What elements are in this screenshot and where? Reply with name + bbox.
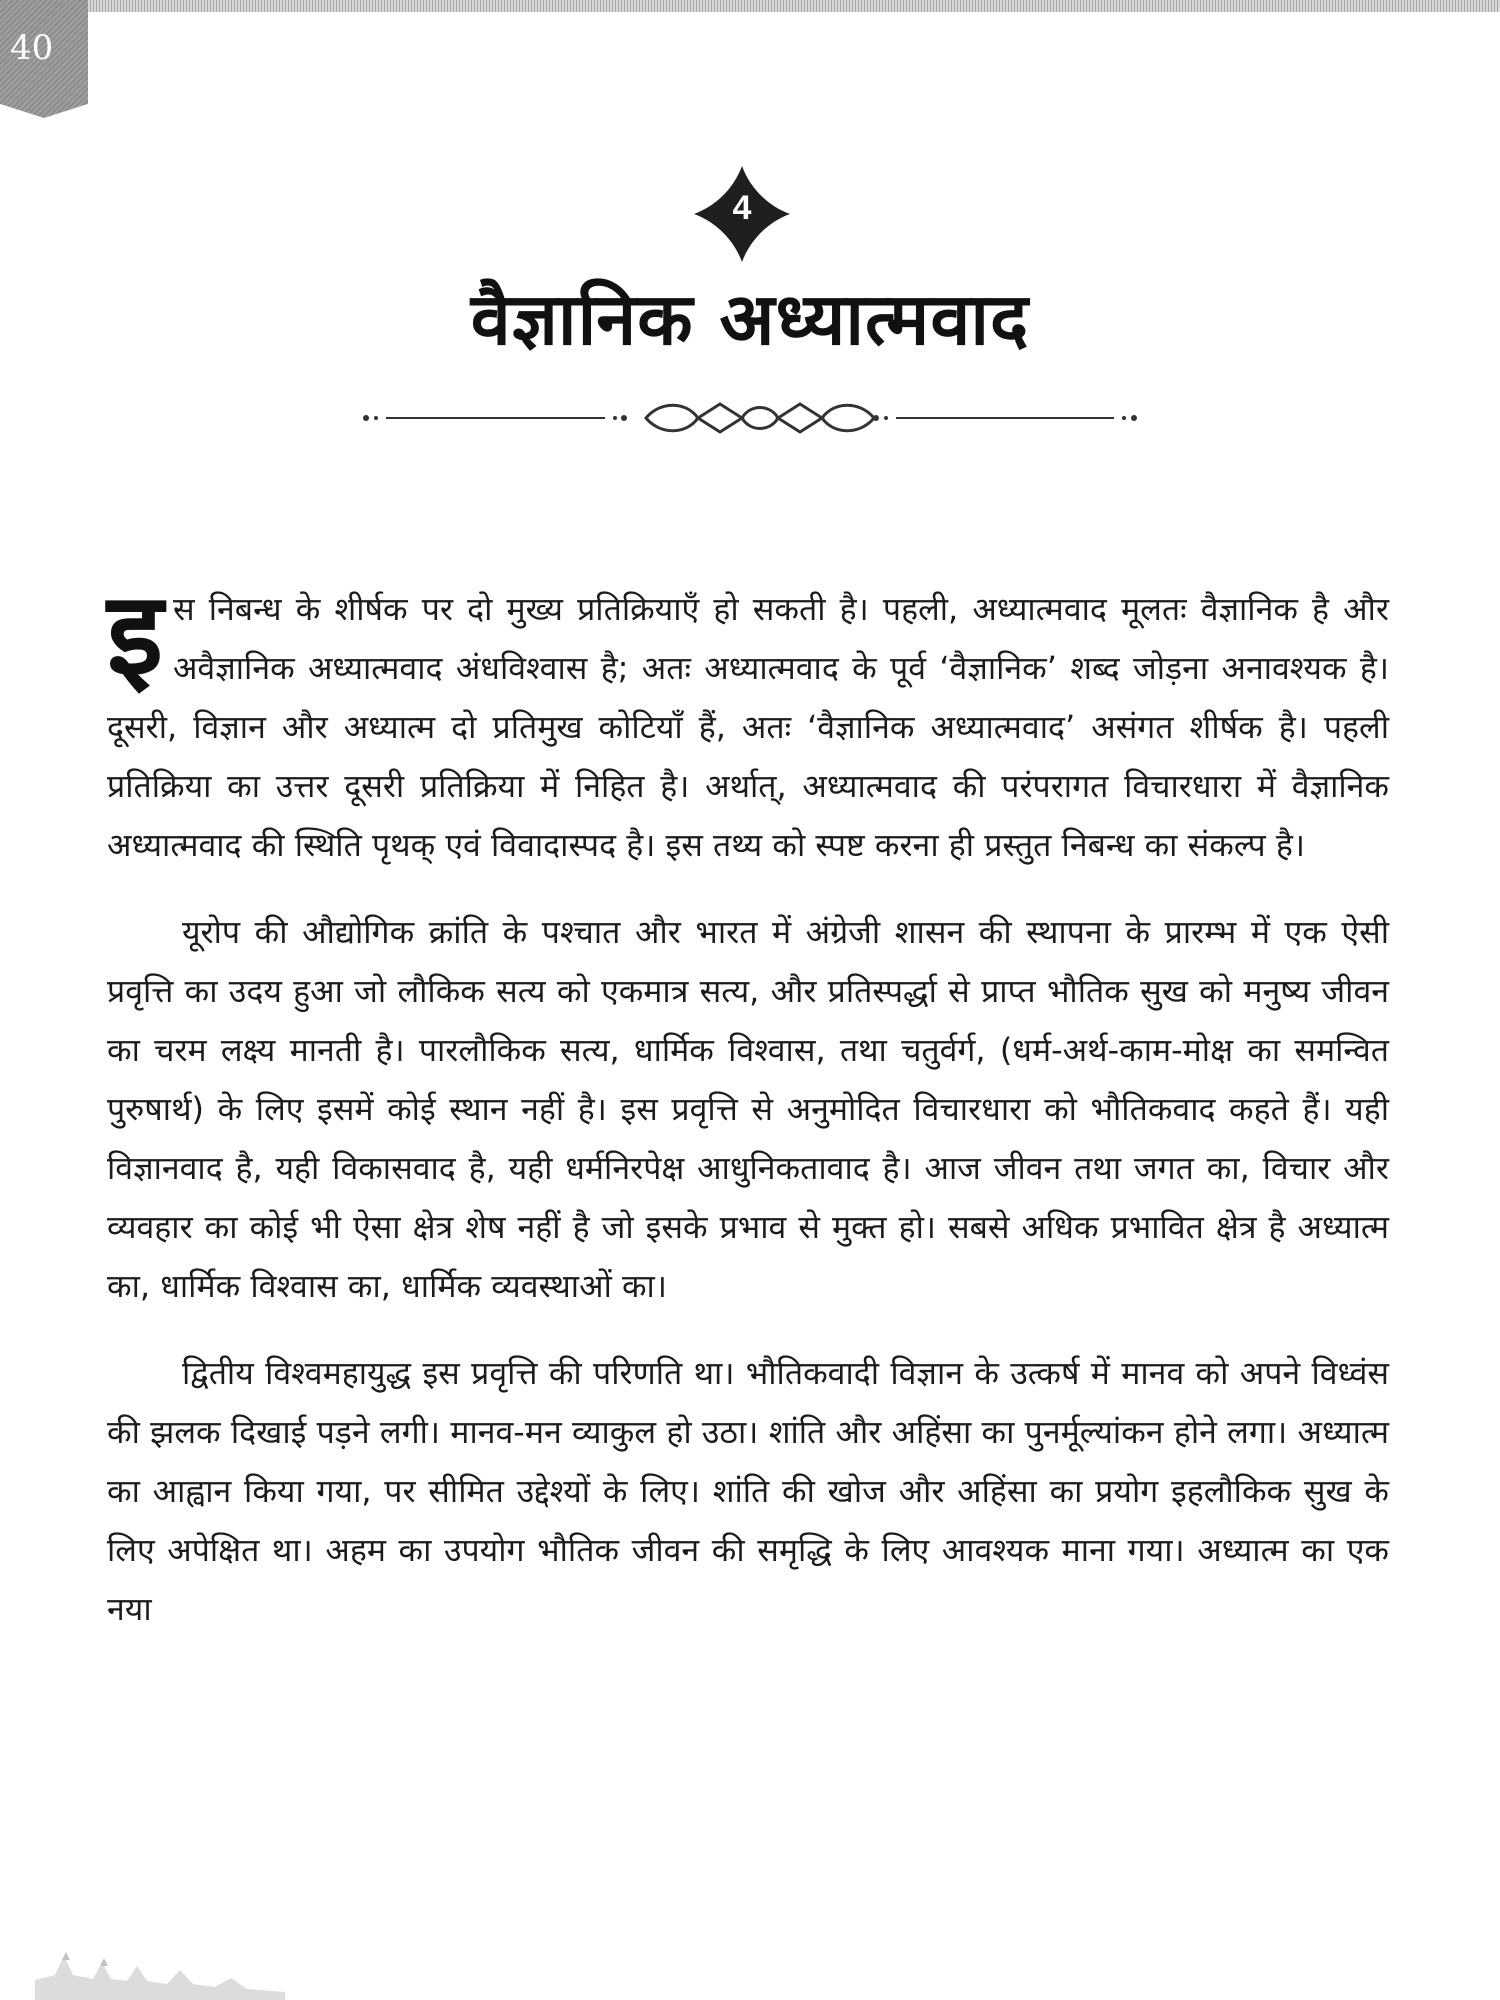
- ornamental-divider: [360, 396, 1140, 440]
- essay-body: [107, 567, 1389, 1667]
- page-number: 40: [10, 28, 54, 68]
- paragraph-1-text: स निबन्ध के शीर्षक पर दो मुख्य प्रतिक्रियाएँ हो सकती है। पहली, अध्यात्मवाद मूलतः वैज्ञानिक है और अवैज्ञानिक अध्यात्मवाद अंधविश्वास है; अतः अध्यात्मवाद के पूर्व ‘वैज्ञानिक’ शब्द जोड़ना अनावश्यक है। दूसरी, विज्ञान और अध्यात्म दो प्रतिमुख कोटियाँ हैं, अतः ‘वैज्ञानिक अध्यात्मवाद’ असंगत शीर्षक है। पहली प्रतिक्रिया का उत्तर दूसरी प्रतिक्रिया में निहित है। अर्थात्, अध्यात्मवाद की परंपरागत विचारधारा में वैज्ञानिक अध्यात्मवाद की स्थिति पृथक् एवं विवादास्पद है। इस तथ्य को स्पष्ट करना ही प्रस्तुत निबन्ध का संकल्प है।: [107, 590, 1389, 864]
- temple-silhouette-ornament: [35, 1946, 285, 2000]
- chapter-title: वैज्ञानिक अध्यात्मवाद: [470, 277, 1030, 361]
- paragraph-2: यूरोप की औद्योगिक क्रांति के पश्चात और भारत में अंग्रेजी शासन की स्थापना के प्रारम्भ में एक ऐसी प्रवृत्ति का उदय हुआ जो लौकिक सत्य को एकमात्र सत्य, और प्रतिस्पर्द्धा से प्राप्त भौतिक सुख को मनुष्य जीवन का चरम लक्ष्य मानती है। पारलौकिक सत्य, धार्मिक विश्वास, तथा चतुर्वर्ग, (धर्म-अर्थ-काम-मोक्ष का समन्वित पुरुषार्थ) के लिए इसमें कोई स्थान नहीं है। इस प्रवृत्ति से अनुमोदित विचारधारा को भौतिकवाद कहते हैं। यही विज्ञानवाद है, यही विकासवाद है, यही धर्मनिरपेक्ष आधुनिकतावाद है। आज जीवन तथा जगत का, विचार और व्यवहार का कोई भी ऐसा क्षेत्र शेष नहीं है जो इसके प्रभाव से मुक्त हो। सबसे अधिक प्रभावित क्षेत्र है अध्यात्म का, धार्मिक विश्वास का, धार्मिक व्यवस्थाओं का।: [107, 913, 1389, 1305]
- top-border-strip: [0, 0, 1500, 12]
- drop-cap: इ: [107, 567, 163, 700]
- paragraph-3: द्वितीय विश्वमहायुद्ध इस प्रवृत्ति की परिणति था। भौतिकवादी विज्ञान के उत्कर्ष में मानव को अपने विध्वंस की झलक दिखाई पड़ने लगी। मानव-मन व्याकुल हो उठा। शांति और अहिंसा का पुनर्मूल्यांकन होने लगा। अध्यात्म का आह्वान किया गया, पर सीमित उद्देश्यों के लिए। शांति की खोज और अहिंसा का प्रयोग इहलौकिक सुख के लिए अपेक्षित था। अहम का उपयोग भौतिक जीवन की समृद्धि के लिए आवश्यक माना गया। अध्यात्म का एक नया: [107, 1354, 1389, 1628]
- paragraph-1: [107, 567, 1389, 875]
- chapter-number: 4: [732, 189, 752, 227]
